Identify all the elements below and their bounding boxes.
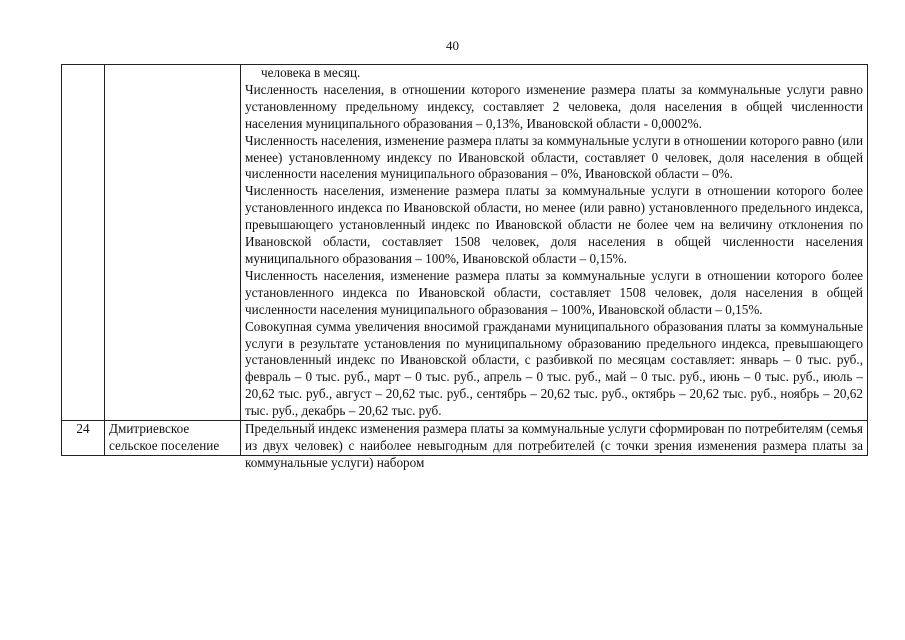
paragraph-population-between-indices: Численность населения, изменение размера платы за коммунальные услуги в отношении которого более установленного индекса по Ивановской области, но менее (или равно) установленного предельного индекса, превышающего установленный индекс по Ивановской области не более чем на величину отклонения по Ивановской области, составляет 1508 человек, доля населения в общей численности населения муниципального образования – 100%, Ивановской области – 0,15%. xyxy=(245,183,863,266)
paragraph-population-above-index: Численность населения, изменение размера платы за коммунальные услуги в отношении которого более установленного индекса по Ивановской области, составляет 1508 человек, доля населения в общей численности населения муниципального образования – 100%, Ивановской области – 0,15%. xyxy=(245,267,863,317)
paragraph-intro: человека в месяц. xyxy=(261,65,361,80)
municipality-name-line2: сельское поселение xyxy=(109,437,220,453)
data-table xyxy=(61,64,868,470)
paragraph-population-equal-limit: Численность населения, в отношении которого изменение размера платы за коммунальные услуги равно установленному предельному индексу, составляет 2 человека, доля населения в общей численности населения муниципального образования – 0,13%, Ивановской области - 0,0002%. xyxy=(245,81,863,131)
description-cell xyxy=(241,65,868,421)
municipality-name-cell xyxy=(105,421,241,456)
paragraph-monthly-increase: Совокупная сумма увеличения вносимой гражданами муниципального образования платы за коммунальные услуги в результате установления по муниципальному образованию предельного индекса, превышающего установленный индекс по Ивановской области, с разбивкой по месяцам составляет: январь – 0 тыс. руб., февраль – 0 тыс. руб., март – 0 тыс. руб., апрель – 0 тыс. руб., май – 0 тыс. руб., июнь – 0 тыс. руб., июль – 20,62 тыс. руб., август – 20,62 тыс. руб., сентябрь – 20,62 тыс. руб., октябрь – 20,62 тыс. руб., ноябрь – 20,62 тыс. руб., декабрь – 20,62 тыс. руб. xyxy=(245,318,863,419)
table-row-continued xyxy=(62,65,868,421)
row-number-cell: 24 xyxy=(62,421,105,456)
municipality-name-cell xyxy=(105,65,241,421)
paragraph-population-below-index: Численность населения, изменение размера платы за коммунальные услуги в отношении которого равно (или менее) установленному индексу по Ивановской области, составляет 0 человек, доля населения в общей численности населения муниципального образования – 0%, Ивановской области – 0%. xyxy=(245,132,863,182)
municipality-name-line1: Дмитриевское xyxy=(109,421,190,437)
paragraph-index-formation: Предельный индекс изменения размера платы за коммунальные услуги сформирован по потребителям (семья из двух человек) с наиболее невыгодным для потребителей (с точки зрения изменения размера платы за коммунальные услуги) набором xyxy=(245,421,863,470)
table-row-24 xyxy=(62,421,868,456)
page-number: 40 xyxy=(446,38,459,53)
row-number-cell xyxy=(62,65,105,421)
description-cell xyxy=(241,421,868,470)
